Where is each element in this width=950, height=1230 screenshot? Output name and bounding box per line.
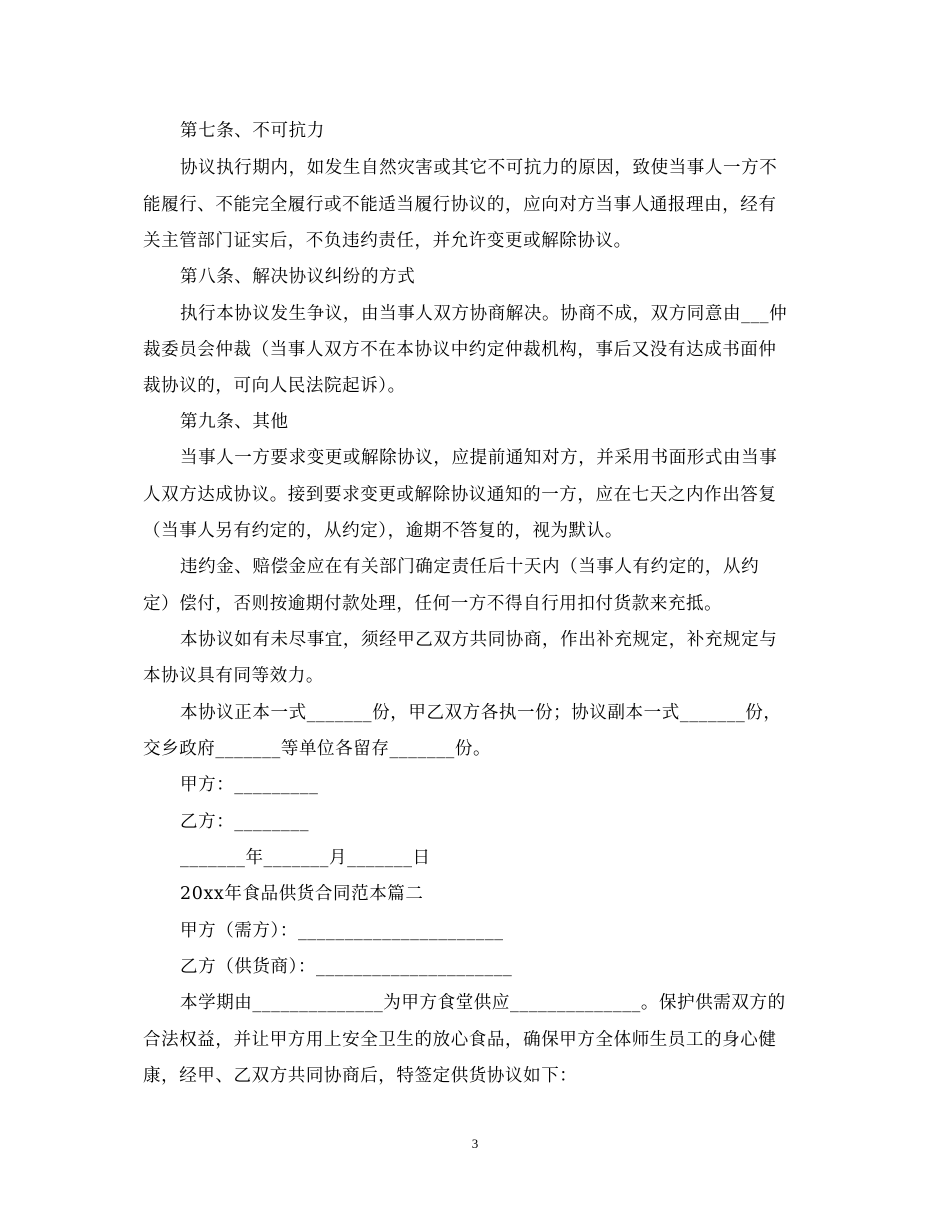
paragraph-line: 人双方达成协议。接到要求变更或解除协议通知的一方，应在七天之内作出答复 [143, 485, 777, 505]
paragraph-line: 本协议如有未尽事宜，须经甲乙双方共同协商，作出补充规定，补充规定与 [180, 630, 778, 650]
article-8-heading: 第八条、解决协议纠纷的方式 [180, 267, 416, 287]
paragraph-line: 违约金、赔偿金应在有关部门确定责任后十天内（当事人有约定的，从约 [180, 557, 760, 577]
paragraph-line: 定）偿付，否则按逾期付款处理，任何一方不得自行用扣付货款来充抵。 [143, 594, 723, 614]
party-b-field: 乙方（供货商）：_____________________ [180, 957, 513, 977]
paragraph-line: 协议执行期内，如发生自然灾害或其它不可抗力的原因，致使当事人一方不 [180, 158, 778, 178]
paragraph-line: 本协议具有同等效力。 [143, 666, 324, 686]
paragraph-line: 裁委员会仲裁（当事人双方不在本协议中约定仲裁机构，事后又没有达成书面仲 [143, 340, 777, 360]
article-9-heading: 第九条、其他 [180, 412, 289, 432]
date-line: _______年_______月_______日 [180, 848, 431, 868]
article-7-heading: 第七条、不可抗力 [180, 121, 325, 141]
paragraph-line: 康，经甲、乙双方共同协商后，特签定供货协议如下： [143, 1066, 578, 1086]
paragraph-line: 当事人一方要求变更或解除协议，应提前通知对方，并采用书面形式由当事 [180, 448, 778, 468]
paragraph-line: 能履行、不能完全履行或不能适当履行协议的，应向对方当事人通报理由，经有 [143, 195, 777, 215]
page-number: 3 [471, 1136, 479, 1151]
party-a-field: 甲方（需方）：______________________ [180, 921, 504, 941]
paragraph-line: （当事人另有约定的，从约定），逾期不答复的，视为默认。 [143, 521, 623, 541]
paragraph-line: 关主管部门证实后，不负违约责任，并允许变更或解除协议。 [143, 231, 632, 251]
paragraph-line: 执行本协议发生争议，由当事人双方协商解决。协商不成，双方同意由___仲 [180, 304, 788, 324]
party-b-signature-line: 乙方：________ [180, 812, 310, 832]
paragraph-line: 本学期由______________为甲方食堂供应______________。保护供需双方的 [180, 993, 786, 1013]
paragraph-line: 合法权益，并让甲方用上安全卫生的放心食品，确保甲方全体师生员工的身心健 [143, 1030, 777, 1050]
party-a-signature-line: 甲方：_________ [180, 775, 319, 795]
paragraph-line: 裁协议的，可向人民法院起诉）。 [143, 376, 406, 396]
copies-line: 本协议正本一式_______份，甲乙双方各执一份；协议副本一式_______份， [180, 703, 782, 723]
section-title: 20xx年食品供货合同范本篇二 [180, 884, 424, 904]
copies-line: 交乡政府_______等单位各留存_______份。 [143, 739, 492, 759]
